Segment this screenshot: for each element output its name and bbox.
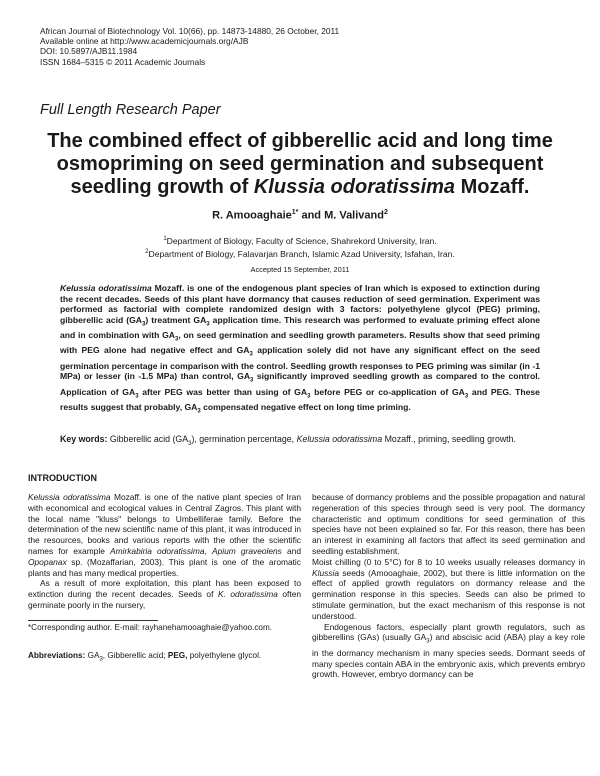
- title-line-3: [30, 176, 570, 199]
- abstract-sub: 3: [206, 321, 210, 328]
- abbrev-peg: PEG,: [167, 651, 188, 660]
- abstract-sub: 3: [249, 352, 253, 359]
- title-line-1: The combined effect of gibberellic acid and long time: [47, 130, 553, 152]
- abstract-sub: 3: [174, 336, 179, 343]
- intro-sub: 3: [426, 639, 430, 646]
- author-connector: and: [298, 209, 325, 222]
- abbrev-peg-text: polyethylene glycol.: [187, 651, 262, 660]
- keywords-text-3: Mozaff., priming, seedling growth.: [382, 434, 516, 444]
- corresponding-author-footnote: *Corresponding author. E-mail: rayhanehamooaghaie@yahoo.com.: [28, 623, 273, 632]
- abstract-text-1: Mozaff. is one of the endogenous plant species of Iran which is exposed to extinction during the recent decades. Seeds of this plant have dormancy that causes reduction of seed germination. Experiment was performed as factorial with complete randomized design with 3 factors: polyethylene glycol (PEG) priming, gibberellic acid (GA: [60, 283, 540, 325]
- affiliation-1-mark: 1: [163, 236, 167, 242]
- affiliation-2-text: Department of Biology, Falavarjan Branch, Islamic Azad University, Isfahan, Iran.: [148, 248, 455, 259]
- intro-species-alt-2: Apium graveolens: [212, 545, 282, 556]
- intro-text: ,: [204, 545, 213, 556]
- intro-text: seeds (Amooaghaie, 2002), but there is little information on the effect of applied growth regulators on dormancy release and the germination response in this species. Seeds can also be primed to stimulate germination, but the exact mechanism of this response is not understood.: [312, 567, 585, 621]
- abstract-sub: 3: [307, 393, 311, 400]
- title-line-3-suffix: Mozaff.: [455, 176, 530, 198]
- abstract-text-6: significantly improved seedling growth as compared to the control. Application of GA: [60, 371, 540, 397]
- affiliation-1-text: Department of Biology, Faculty of Science, Shahrekord University, Iran.: [166, 235, 437, 246]
- abbrev-ga-text: , Gibberellic acid;: [102, 651, 168, 660]
- abbreviations: [28, 651, 301, 665]
- abstract-text-7: after PEG was better than using of GA: [138, 386, 308, 397]
- abbreviations-label: Abbreviations:: [28, 651, 86, 660]
- intro-paragraph-3: because of dormancy problems and the possible propagation and natural regeneration of this species through seed is very pool. The dormancy characteristic and optimum conditions for seed germination of this species have not been explained so far. For this reason, there has been an interest in examining all factors that affect its seed germination and seedling establishment.: [312, 492, 585, 556]
- journal-meta: [40, 26, 440, 67]
- title-line-3-prefix: seedling growth of: [70, 176, 254, 198]
- journal-citation: African Journal of Biotechnology Vol. 10(66), pp. 14873-14880, 26 October, 2011: [40, 26, 340, 36]
- keywords-text-2: ), germination percentage,: [191, 434, 297, 444]
- journal-issn: ISSN 1684–5315 © 2011 Academic Journals: [40, 56, 206, 67]
- intro-left-column: [28, 492, 301, 611]
- affiliation-1: [30, 234, 570, 247]
- intro-species: Kelussia odoratissima: [28, 492, 111, 502]
- author-1: R. Amooaghaie: [212, 209, 292, 222]
- intro-text: Moist chilling (0 to 5°C) for 8 to 10 weeks usually releases dormancy in: [312, 556, 585, 567]
- author-2: M. Valivand: [324, 209, 384, 222]
- keywords-species: Kelussia odoratissima: [296, 434, 383, 444]
- keywords-sub: 3: [188, 440, 192, 447]
- author-1-mark: 1*: [291, 209, 299, 216]
- title-species-name: Klussia odoratissima: [253, 176, 456, 198]
- keywords-label: Key words:: [60, 434, 108, 444]
- intro-text: and: [281, 545, 301, 556]
- intro-paragraph-1: [28, 492, 301, 578]
- abstract-sub: 3: [141, 321, 146, 328]
- abstract-text-2: ) treatment GA: [145, 314, 207, 325]
- authors: [30, 209, 570, 222]
- abstract-text-8: before PEG or co-application of GA: [310, 386, 465, 397]
- abbrev-ga: GA: [85, 651, 100, 660]
- author-2-mark: 2: [383, 209, 388, 216]
- keywords: [60, 433, 540, 450]
- abstract-text-4: , on seed germination and seedling growth parameters. Results show that seed priming with PEG alone had negative effect and GA: [60, 330, 540, 356]
- intro-text: ) and abscisic acid (ABA) play a key role in the dormancy mechanism in many species seeds. Dormant seeds of many species contain ABA in the embryonic axis, which prevents embryo growth. However, embryo dormancy can be: [312, 632, 585, 680]
- footnote-divider: [28, 620, 158, 621]
- abstract-sub: 3: [464, 393, 469, 400]
- intro-paragraph-5: [312, 622, 585, 681]
- affiliation-2-mark: 2: [145, 248, 149, 255]
- section-title-introduction: INTRODUCTION: [28, 473, 97, 483]
- accepted-date: Accepted 15 September, 2011: [250, 265, 350, 274]
- abstract-text-5: application solely did not have any significant effect on the seed germination percentage in comparison with the control. Seedling growth responses to PEG priming was similar (in -1 MPa) or lesser (in -1.5 MPa) than control, GA: [60, 345, 540, 382]
- intro-genus: Klussia: [312, 567, 339, 578]
- journal-doi: DOI: 10.5897/AJB11.1984: [40, 46, 138, 57]
- abstract-text-9: and PEG. These results suggest that probably, GA: [60, 386, 540, 412]
- abstract-sub: 3: [197, 408, 201, 415]
- paper-title: [30, 130, 570, 199]
- article-type: Full Length Research Paper: [40, 102, 221, 118]
- abstract-sub: 3: [135, 393, 139, 400]
- abstract-sub: 3: [250, 378, 254, 385]
- intro-text: sp. (Mozaffarian, 2003). This plant is one of the aromatic plants and has many medical properties.: [28, 556, 301, 578]
- intro-text: As a result of more exploitation, this plant has been exposed to extinction during the recent decades. Seeds of: [28, 578, 301, 600]
- abstract-text-10: compensated negative effect on long time priming.: [200, 401, 411, 412]
- intro-paragraph-4: [312, 557, 585, 622]
- keywords-text-1: Gibberellic acid (GA: [107, 434, 189, 444]
- abbrev-ga-sub: 3: [99, 656, 103, 663]
- intro-species-alt-1: Amirkabiria odoratissima: [110, 545, 205, 556]
- abstract: [60, 283, 540, 417]
- affiliations: [30, 234, 570, 260]
- intro-paragraph-2: [28, 578, 301, 610]
- affiliation-2: [30, 247, 570, 260]
- journal-availability: Available online at http://www.academicjournals.org/AJB: [40, 36, 249, 47]
- intro-right-column: [312, 492, 585, 680]
- intro-species-short: K. odoratissima: [217, 589, 278, 600]
- abstract-species: Kelussia odoratissima: [60, 283, 152, 293]
- intro-text: often germinate poorly in the nursery,: [28, 589, 302, 610]
- intro-species-alt-3: Opopanax: [28, 556, 67, 567]
- intro-text: Mozaff. is one of the native plant species of Iran with economical and ecological values in Central Zagros. This plant with the local name "kluss" belongs to Umbelliferae family. Before the determination of the new scientific name of this plant, it was introduced in the resources, books and various reports with the other the scientific names for example: [28, 492, 301, 556]
- intro-text: Endogenous factors, especially plant growth regulators, such as gibberellins (GAs) (usually GA: [312, 621, 585, 643]
- abstract-text-3: application time. This research was performed to evaluate priming effect alone and in combination with GA: [60, 314, 540, 341]
- title-line-2: osmopriming on seed germination and subsequent: [56, 153, 544, 175]
